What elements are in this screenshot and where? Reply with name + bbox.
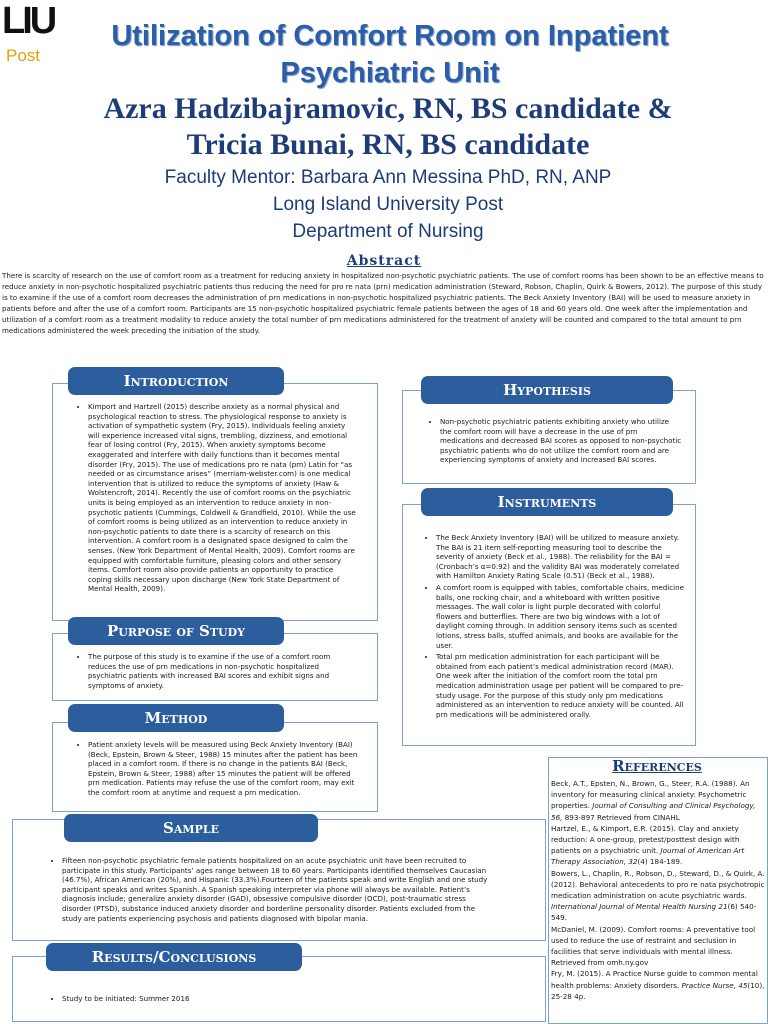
introduction-text: • Kimport and Hartzell (2015) describe anxiety as a normal physical and psychological reaction to stress. The physiological response to anxiety is activation of sympathetic system (Fry, 2015). Individuals feeling anxiety will experience increased vital signs, trembling, dizziness, and emotional fear of losing control (Fry, 2015). When anxiety symptoms become exaggerated and interfere with daily functions than it becomes mental disorder (Fry, 2015). The use of medications pro re nata (prn) Latin for “as needed or as circumstance arises” (merriam-webster.com) is one medical intervention that is utilized to reduce the symptoms of anxiety (Haw & Wolstencroft, 2014). Recently the use of comfort rooms on the psychiatric units is being employed as an intervention to reduce anxiety in non-psychotic patients (Cummings, Coldwell & Grandfield, 2010). While the use of comfort rooms is being utilized as an intervention to reduce anxiety in non-psychotic patients to date there is a scarcity of research on this intervention. A comfort room is a designated space designed to calm the senses. (New York Department of Mental Health, 2009). Comfort rooms are equipped with comfortable furniture, pleasing colors and other sensory items. Comfort room also provide patients an opportunity to practice coping skills necessary upon discharge (New York State Department of Mental Health, 2009). — [88, 402, 358, 594]
faculty-mentor: Faculty Mentor: Barbara Ann Messina PhD, RN, ANP — [164, 167, 612, 188]
purpose-body — [78, 652, 358, 692]
instruments-item: • Total prn medication administration for each participant will be obtained from each patient’s medical administration record (MAR). One week after the initiation of the comfort room the total prn medication administration usage per patient will be compared to pre-study usage. For the purpose of this study only prn medications administered as an intervention to reduce anxiety will be counted. All prn medications will be administered orally. — [436, 652, 684, 719]
results-body — [52, 994, 492, 1006]
university-logo: LIU — [2, 0, 55, 42]
hypothesis-text: • Non-psychotic psychiatric patients exhibiting anxiety who utilize the comfort room will have a decrease in the use of prn medications and decreased BAI scores as opposed to non-psychotic psychiatric patients who do not utilize the comfort room and are experiencing symptoms of anxiety and increased BAI scores. — [440, 417, 682, 465]
purpose-heading: Purpose of Study — [68, 617, 284, 645]
poster-title — [40, 18, 740, 92]
instruments-body — [426, 533, 684, 721]
abstract-text: There is scarcity of research on the use of comfort room as a treatment for reducing anxiety in hospitalized non-psychotic psychiatric patients. The use of comfort rooms has been shown to be an effective means to reduce anxiety in non-psychotic hospitalized psychiatric patients thus reducing the need for pro re nata (prn) medication administration (Steward, Robson, Chaplin, Quirk & Bowers, 2012). The purpose of this study is to examine if the use of a comfort room decreases the administration of prn medications in non-psychotic hospitalized psychiatric patients. The Beck Anxiety Inventory (BAI) will be used to measure anxiety in patients before and after the use of a comfort room. Participants are 15 non-psychotic hospitalized psychiatric female patients between the ages of 18 and 60 years old. One week after the implementation and utilization of a comfort room as a treatment modality to reduce anxiety the total number of prn medications administered for the treatment of anxiety will be counted and compared to the total amount to prn medications administered the week preceding the initiation of the study. — [2, 271, 764, 335]
university-name: Long Island University Post — [272, 194, 504, 215]
department-name: Department of Nursing — [292, 221, 484, 242]
reference-item: Bowers, L., Chaplin, R., Robson, D., Steward, D., & Quirk, A. (2012). Behavioral antecedents to pro re nata psychotropic medication administration on acute psychiatric wards. International Journal of Mental Health Nursing 21(6) 540-549. — [551, 868, 765, 923]
hypothesis-body — [430, 417, 682, 467]
authors-line2: Tricia Bunai, RN, BS candidate — [186, 128, 590, 161]
instruments-heading: Instruments — [421, 488, 673, 516]
abstract-heading: Abstract — [346, 253, 422, 269]
instruments-item: • The Beck Anxiety Inventory (BAI) will be utilized to measure anxiety. The BAI is 21 item self-reporting measuring tool to describe the severity of anxiety (Beck et al., 1988). The reliability for the BAI = (Cronbach’s α=0.92) and the validity BAI was moderately correlated with Hamilton Anxiety Rating Scale (0.51) (Beck et al., 1988). — [436, 533, 684, 581]
sample-heading: Sample — [64, 814, 318, 842]
poster-title-line1: Utilization of Comfort Room on Inpatient — [111, 20, 669, 52]
hypothesis-heading: Hypothesis — [421, 376, 673, 404]
poster-title-line2: Psychiatric Unit — [280, 57, 500, 89]
results-text: • Study to be initiated: Summer 2016 — [62, 994, 492, 1004]
introduction-body — [78, 402, 358, 596]
reference-item: McDaniel, M. (2009). Comfort rooms: A preventative tool used to reduce the use of restraint and seclusion in facilities that serve individuals with mental illness. Retrieved from omh.ny.gov — [551, 924, 756, 968]
method-heading: Method — [68, 704, 284, 732]
authors — [30, 91, 746, 163]
university-logo-subtitle: Post — [6, 46, 41, 65]
reference-item: Fry, M. (2015). A Practice Nurse guide to common mental health problems: Anxiety disorders. Practice Nurse, 45(10), 25-28 4p. — [551, 969, 765, 1001]
reference-item: Hartzel, E., & Kimport, E.R. (2015). Clay and anxiety reduction: A one-group, pretest/posttest design with patients on a psychiatric unit. Journal of American Art Therapy Association, 32(4) 184-189. — [551, 823, 745, 867]
references-list — [551, 778, 765, 1002]
method-body — [78, 740, 358, 800]
references-heading: References — [612, 757, 702, 775]
reference-item: Beck, A.T., Epsten, N., Brown, G., Steer, R.A. (1988). An inventory for measuring clinical anxiety: Psychometric properties. Journal of Consulting and Clinical Psychology, 56, 893-897 Retrieved from CINAHL — [551, 779, 756, 822]
purpose-text: • The purpose of this study is to examine if the use of a comfort room reduces the use of prn medications in non-psychotic hospitalized psychiatric patients with increased BAI scores and exhibit signs and symptoms of anxiety. — [88, 652, 358, 690]
introduction-heading: Introduction — [68, 367, 284, 395]
authors-line1: Azra Hadzibajramovic, RN, BS candidate & — [103, 92, 673, 125]
sample-text: • Fifteen non-psychotic psychiatric female patients hospitalized on an acute psychiatric unit have been recruited to participate in this study. Participants’ ages range between 18 to 60 years. Participants identified themselves Caucasian (46.7%), African American (20%), and Hispanic (33.3%).Fourteen of the patients speak and write English and one study participant speaks and writes Spanish. A Spanish speaking interpreter via phone will always be available. Patient’s diagnosis include; generalize anxiety disorder (GAD), obsessive compulsive disorder (OCD), post-traumatic stress disorder (PTSD), substance induced anxiety disorder and borderline personality disorder. Patients excluded from the study are patients experiencing psychosis and patients diagnosed with bipolar mania. — [62, 856, 492, 923]
affiliation — [20, 164, 756, 245]
results-heading: Results/Conclusions — [46, 943, 302, 971]
sample-body — [52, 856, 492, 925]
instruments-item: • A comfort room is equipped with tables, comfortable chairs, medicine balls, one rocking chair, and a whiteboard with written positive messages. The wall color is light purple decorated with colorful flowers and butterflies. There are two big windows with a lot of daylight coming through. In addition sensory items such as scented lotions, stress balls, stuffed animals, and books are available for the user. — [436, 583, 684, 650]
method-text: • Patient anxiety levels will be measured using Beck Anxiety Inventory (BAI) (Beck, Epstein, Brown & Steer, 1988) 15 minutes after the patient has been placed in a comfort room. If there is no change in the patients BAI (Beck, Epstein, Brown & Steer, 1988) after 15 minutes the patient will be offered prn medication. Patients may refuse the use of the comfort room, may exit the comfort room at anytime and request a prn medication. — [88, 740, 358, 798]
